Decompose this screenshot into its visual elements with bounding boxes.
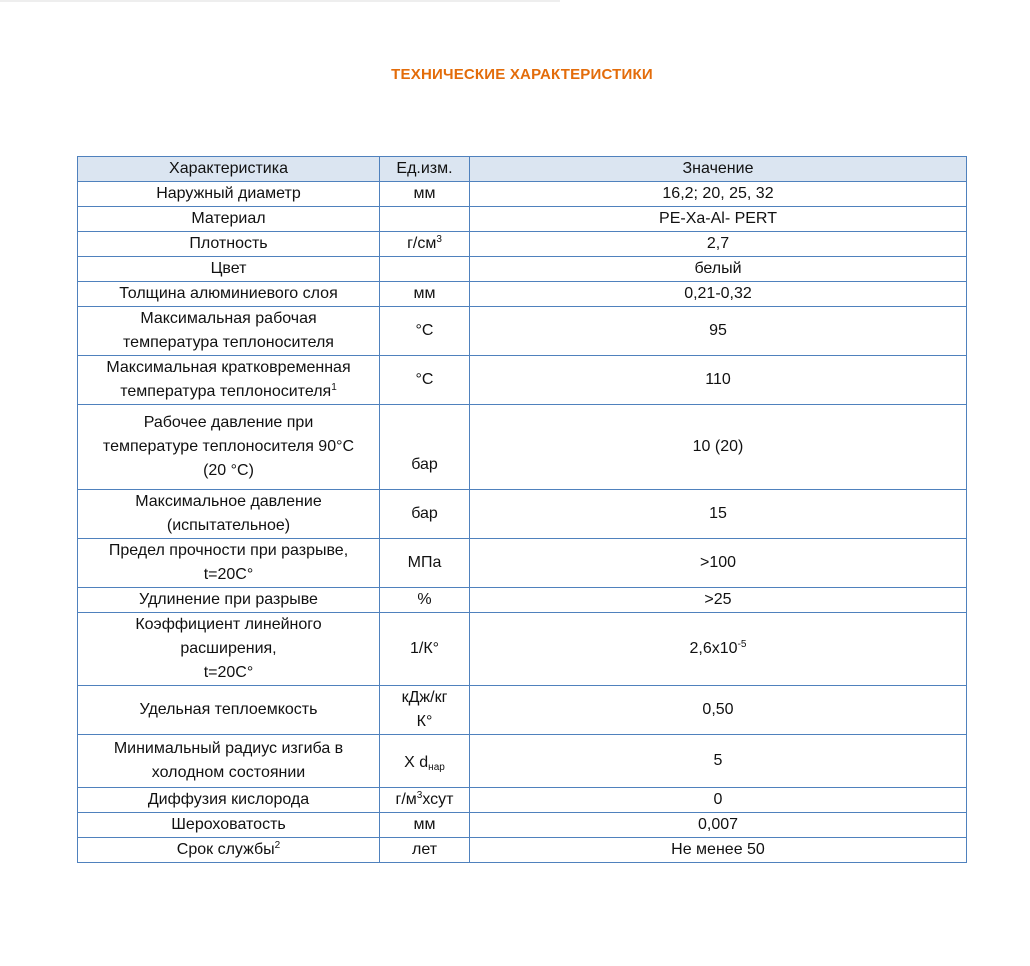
cell-value: PE-Xa-Al- PERT (470, 207, 967, 232)
name-line: Коэффициент линейного (135, 616, 322, 633)
table-row (78, 207, 967, 232)
table-row (78, 735, 967, 788)
cell-value: >25 (470, 588, 967, 613)
table-row (78, 405, 967, 490)
cell-name (78, 307, 380, 356)
cell-name (78, 539, 380, 588)
cell-unit: мм (380, 182, 470, 207)
cell-name: Толщина алюминиевого слоя (78, 282, 380, 307)
column-header-characteristic: Характеристика (78, 157, 380, 182)
footnote-mark: 1 (331, 382, 337, 393)
table-row (78, 686, 967, 735)
cell-unit (380, 788, 470, 813)
top-rule (0, 0, 560, 2)
name-line: Максимальное давление (135, 493, 322, 510)
name-line: Рабочее давление при (143, 414, 314, 431)
name-line: (20 °С) (203, 462, 254, 479)
table-row (78, 232, 967, 257)
cell-value: 16,2; 20, 25, 32 (470, 182, 967, 207)
cell-name (78, 735, 380, 788)
name-line: Максимальная рабочая (140, 310, 317, 327)
cell-value: 0,007 (470, 813, 967, 838)
unit-text: г/м (395, 791, 417, 808)
table-row (78, 490, 967, 539)
table-row (78, 788, 967, 813)
cell-unit: бар (380, 405, 470, 490)
name-line: Предел прочности при разрыве, (108, 542, 349, 559)
cell-value: >100 (470, 539, 967, 588)
cell-value: 0,50 (470, 686, 967, 735)
name-line: t=20С° (203, 566, 254, 583)
cell-unit: °С (380, 307, 470, 356)
unit-line: К° (416, 713, 433, 730)
value-superscript: -5 (737, 639, 747, 650)
table-row (78, 539, 967, 588)
cell-unit (380, 232, 470, 257)
table-row (78, 813, 967, 838)
cell-name: Шероховатость (78, 813, 380, 838)
cell-value (470, 613, 967, 686)
cell-unit (380, 257, 470, 282)
name-line: (испытательное) (166, 517, 291, 534)
table-row (78, 588, 967, 613)
cell-unit (380, 735, 470, 788)
cell-value: 95 (470, 307, 967, 356)
cell-unit: 1/К° (380, 613, 470, 686)
cell-value: 110 (470, 356, 967, 405)
cell-unit: °С (380, 356, 470, 405)
cell-name (78, 490, 380, 539)
cell-value: 0,21-0,32 (470, 282, 967, 307)
cell-unit: бар (380, 490, 470, 539)
name-line: температуре теплоносителя 90°С (102, 438, 355, 455)
name-line: холодном состоянии (151, 764, 306, 781)
cell-value: 2,7 (470, 232, 967, 257)
unit-subscript: нар (428, 762, 445, 773)
cell-name (78, 613, 380, 686)
value-text: 2,6x10 (689, 640, 738, 657)
cell-name: Удельная теплоемкость (78, 686, 380, 735)
cell-value: 15 (470, 490, 967, 539)
unit-superscript: 3 (416, 790, 423, 801)
table-row (78, 613, 967, 686)
spec-table (77, 156, 967, 863)
footnote-mark: 2 (274, 840, 281, 851)
table-row (78, 307, 967, 356)
table-header-row (78, 157, 967, 182)
unit-tail: хсут (422, 791, 454, 808)
table-row (78, 257, 967, 282)
cell-name: Диффузия кислорода (78, 788, 380, 813)
table-row (78, 182, 967, 207)
name-line: Минимальный радиус изгиба в (113, 740, 344, 757)
cell-name (78, 405, 380, 490)
unit-text: X d (404, 754, 429, 771)
cell-unit: % (380, 588, 470, 613)
cell-name (78, 838, 380, 863)
cell-unit: мм (380, 282, 470, 307)
cell-name: Плотность (78, 232, 380, 257)
cell-value: 0 (470, 788, 967, 813)
name-line: t=20С° (203, 664, 254, 681)
column-header-value: Значение (470, 157, 967, 182)
name-line: температура теплоносителя (123, 334, 334, 351)
name-text: Срок службы (176, 841, 275, 858)
table-row (78, 838, 967, 863)
cell-unit: мм (380, 813, 470, 838)
table-row (78, 356, 967, 405)
name-line: расширения, (180, 640, 277, 657)
cell-unit (380, 686, 470, 735)
cell-unit: МПа (380, 539, 470, 588)
name-line: Максимальная кратковременная (106, 359, 351, 376)
cell-name: Цвет (78, 257, 380, 282)
unit-superscript: 3 (436, 234, 442, 245)
cell-value: Не менее 50 (470, 838, 967, 863)
name-line: температура теплоносителя (120, 383, 332, 400)
table-row (78, 282, 967, 307)
cell-value: белый (470, 257, 967, 282)
column-header-unit: Ед.изм. (380, 157, 470, 182)
cell-name (78, 356, 380, 405)
cell-unit (380, 207, 470, 232)
cell-unit: лет (380, 838, 470, 863)
unit-text: г/см (407, 235, 437, 252)
cell-name: Наружный диаметр (78, 182, 380, 207)
cell-value: 5 (470, 735, 967, 788)
page-title: ТЕХНИЧЕСКИЕ ХАРАКТЕРИСТИКИ (391, 66, 653, 83)
cell-name: Материал (78, 207, 380, 232)
unit-line: кДж/кг (401, 689, 448, 706)
cell-name: Удлинение при разрыве (78, 588, 380, 613)
cell-value: 10 (20) (470, 405, 967, 490)
